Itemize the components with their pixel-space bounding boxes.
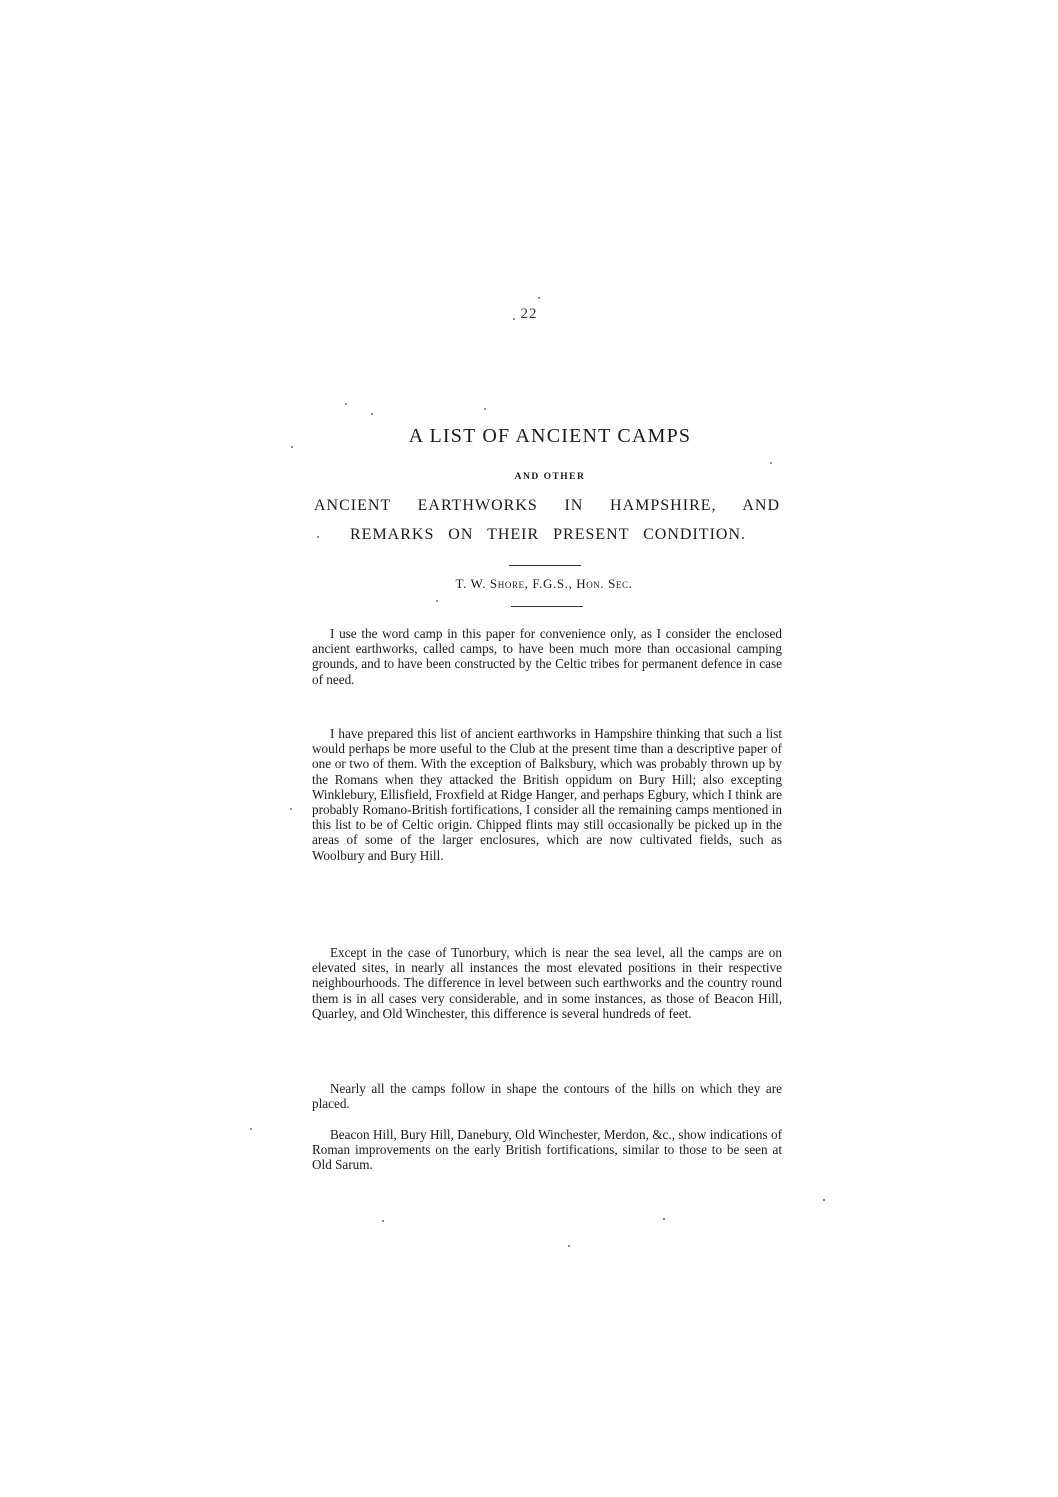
body-paragraph-3: Except in the case of Tunorbury, which is near the sea level, all the camps are on elevated sites, in nearly all instances the most elevated positions in their respective neighbourhoods. The difference in level between such earthworks and the country round them is in all cases very considerable, and in some instances, as those of Beacon Hill, Quarley, and Old Winchester, this difference is several hundreds of feet. — [312, 945, 782, 1021]
scan-speck — [770, 462, 772, 464]
scan-speck — [291, 446, 293, 448]
scan-speck — [436, 600, 438, 602]
scan-speck — [382, 1220, 384, 1222]
subtitle-line-1: ANCIENT EARTHWORKS IN HAMPSHIRE, AND — [314, 497, 780, 514]
body-paragraph-1: I use the word camp in this paper for convenience only, as I consider the enclosed ancient earthworks, called camps, to have been much more than occasional camping grounds, and to have been constructed by the Celtic tribes for permanent defence in case of need. — [312, 626, 782, 687]
scan-speck — [290, 808, 292, 810]
scan-speck — [538, 297, 540, 299]
scan-speck — [663, 1218, 665, 1220]
scan-speck — [823, 1199, 825, 1201]
scan-speck — [317, 536, 319, 538]
author-line: T. W. Shore, F.G.S., Hon. Sec. — [455, 576, 633, 591]
divider-top — [509, 565, 581, 566]
scan-speck — [484, 408, 486, 410]
scan-speck — [568, 1245, 570, 1247]
title-connector: AND OTHER — [514, 472, 586, 482]
subtitle-line-2: REMARKS ON THEIR PRESENT CONDITION. — [350, 526, 746, 543]
body-paragraph-4: Nearly all the camps follow in shape the contours of the hills on which they are placed. — [312, 1081, 782, 1112]
body-paragraph-5: Beacon Hill, Bury Hill, Danebury, Old Winchester, Merdon, &c., show indications of Roman improvements on the early British fortifications, similar to those to be seen at Old Sarum. — [312, 1127, 782, 1173]
body-paragraph-2: I have prepared this list of ancient earthworks in Hampshire thinking that such a list would perhaps be more useful to the Club at the present time than a descriptive paper of one or two of them. With the exception of Balksbury, which was probably thrown up by the Romans when they attacked the British oppidum on Bury Hill; also excepting Winklebury, Ellisfield, Froxfield at Ridge Hanger, and perhaps Egbury, which I think are probably Romano-British fortifications, I consider all the remaining camps mentioned in this list to be of Celtic origin. Chipped flints may still occasionally be picked up in the areas of some of the larger enclosures, which are now cultivated fields, such as Woolbury and Bury Hill. — [312, 726, 782, 863]
article-title: A LIST OF ANCIENT CAMPS — [408, 425, 692, 447]
divider-bottom — [511, 606, 583, 607]
scan-speck — [250, 1128, 252, 1130]
scan-speck — [345, 403, 347, 405]
scan-speck — [513, 318, 515, 320]
scan-speck — [371, 413, 373, 415]
page-number: 22 — [520, 306, 538, 322]
